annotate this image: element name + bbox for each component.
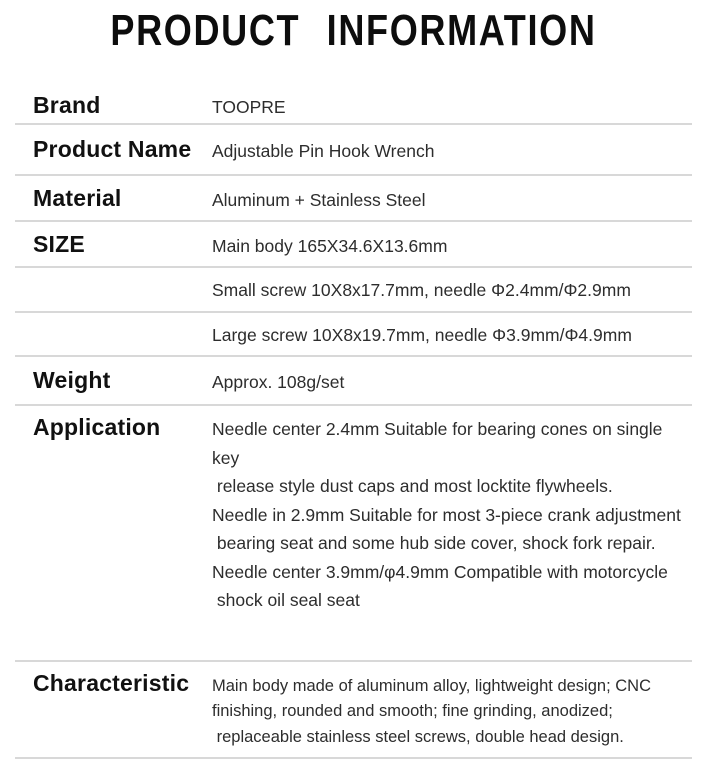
value-line: Main body made of aluminum alloy, lightweight design; CNC (212, 674, 651, 700)
row-value: Main body 165X34.6X13.6mm (212, 232, 692, 260)
value-line: Needle center 3.9mm/φ4.9mm Compatible with motorcycle (212, 558, 692, 587)
row-label: SIZE (15, 230, 212, 258)
page-title: PRODUCT INFORMATION (110, 6, 596, 56)
row-value (212, 674, 651, 751)
table-row-material (15, 176, 692, 222)
row-value: Approx. 108g/set (212, 368, 692, 396)
value-line: Needle in 2.9mm Suitable for most 3-piece crank adjustment (212, 501, 692, 530)
table-row-brand (15, 88, 692, 125)
value-line: shock oil seal seat (212, 586, 692, 615)
row-label: Characteristic (15, 669, 212, 697)
row-label: Application (15, 413, 212, 441)
table-row-characteristic (15, 662, 692, 759)
value-line: release style dust caps and most locktite flywheels. (212, 472, 692, 501)
row-value: Small screw 10X8x17.7mm, needle Φ2.4mm/Φ2.9mm (212, 276, 692, 304)
value-line: finishing, rounded and smooth; fine grinding, anodized; (212, 699, 651, 725)
table-row-application (15, 406, 692, 662)
row-value: TOOPRE (212, 93, 692, 121)
value-line: bearing seat and some hub side cover, shock fork repair. (212, 529, 692, 558)
page-header (0, 0, 707, 88)
table-row-product-name (15, 125, 692, 176)
row-value (212, 415, 692, 615)
row-label: Brand (15, 91, 212, 119)
row-value: Adjustable Pin Hook Wrench (212, 137, 692, 165)
row-value: Large screw 10X8x19.7mm, needle Φ3.9mm/Φ4.9mm (212, 321, 692, 349)
row-value: Aluminum + Stainless Steel (212, 186, 692, 214)
row-label: Material (15, 184, 212, 212)
row-label: Product Name (15, 135, 212, 163)
value-line: replaceable stainless steel screws, double head design. (212, 725, 651, 751)
table-row-size-small-screw (15, 268, 692, 313)
table-row-size-large-screw (15, 313, 692, 357)
product-spec-table (15, 88, 692, 759)
table-row-size-main-body (15, 222, 692, 268)
table-row-weight (15, 357, 692, 406)
row-label: Weight (15, 366, 212, 394)
value-line: Needle center 2.4mm Suitable for bearing cones on single key (212, 415, 692, 472)
